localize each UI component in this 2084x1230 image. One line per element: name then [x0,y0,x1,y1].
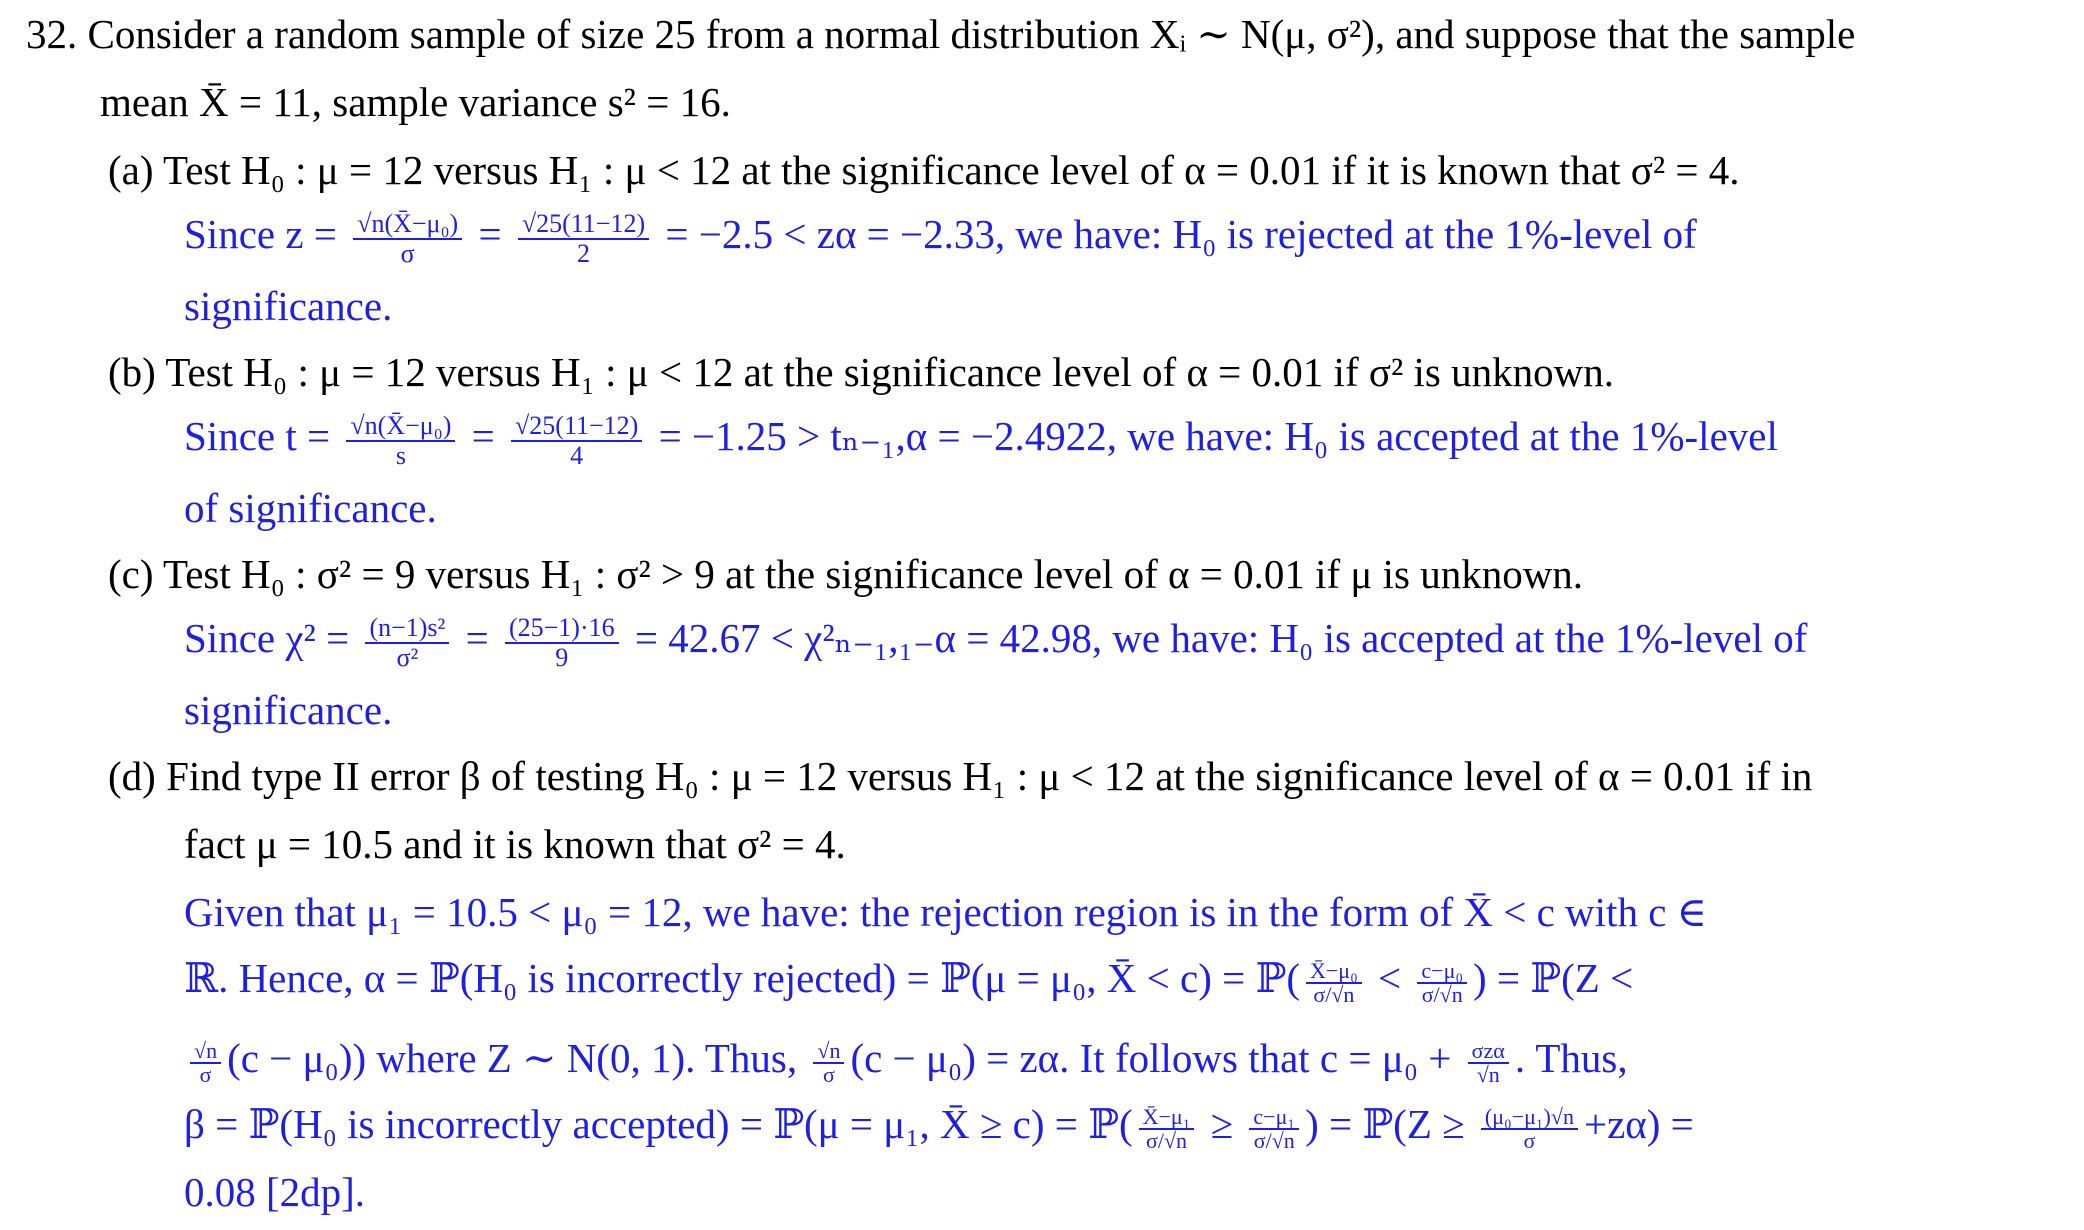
problem-intro: Consider a random sample of size 25 from a normal distribution Xᵢ ∼ N(μ, σ²), and suppose that the sample [87,11,1856,57]
part-b-solution [184,410,1778,470]
part-a-conclusion: = −2.5 < zα = −2.33, we have: H₀ is rejected at the 1%-level of [665,211,1697,257]
part-c-solution [184,612,1807,672]
part-d-solution-line-4: β = ℙ(H₀ is incorrectly accepted) = ℙ(μ = μ₁, X̄ ≥ c) = ℙ( $\frac{\text{X̄−μ₁}}{\sigma/√n}$ ≥ $\frac{\text{c−μ₁}}{\sigma/√n}$ ) = ℙ(Z ≥ $\frac{\text{(μ₀−μ₁)√n}}{\sigma}$ +zα) = [184,1101,1694,1153]
part-c-fraction-1: $\frac{\text{(n−1)s²}}{\text{σ²}}$ [365,614,449,672]
part-d-question-text: Find type II error β of testing H₀ : μ = 12 versus H₁ : μ < 12 at the significance level of α = 0.01 if in [166,753,1813,799]
problem-statement-line-2: mean X̄ = 11, sample variance s² = 16. [100,79,731,125]
part-b-since: Since t = [184,413,331,459]
part-c-question-text: Test H₀ : σ² = 9 versus H₁ : σ² > 9 at the significance level of α = 0.01 if μ is unknown. [163,551,1584,597]
part-d-solution-line-3: $\frac{√n}{\sigma}$ (c − μ₀)) where Z ∼ N(0, 1). Thus, $\frac{√n}{\sigma}$ (c − μ₀) = zα. It follows that c = μ₀ + $\frac{\text{σzα}}{√n}$ . Thus, [184,1032,1628,1086]
part-b-continuation: of significance. [184,485,437,531]
part-d-line4-fraction-3: $\frac{\text{(μ₀−μ₁)√n}}{\sigma}$ [1481,1106,1578,1152]
part-a-label: (a) [108,147,154,193]
part-d-line4-fraction-2: $\frac{\text{c−μ₁}}{\sigma/√n}$ [1249,1106,1299,1152]
part-d-line3-fraction-2: $\frac{√n}{\sigma}$ [813,1040,844,1086]
problem-statement-line-1 [26,8,1855,60]
part-a-question-text: Test H₀ : μ = 12 versus H₁ : μ < 12 at the significance level of α = 0.01 if it is known that σ² = 4. [163,147,1740,193]
part-d-line3-fraction-3: $\frac{\text{σzα}}{√n}$ [1468,1040,1509,1086]
part-a-fraction-2: $\frac{√25(11-12)}{2}$ [518,210,649,268]
part-b-equals: = [471,413,495,459]
part-a-fraction-1: $\frac{\text{√n(X̄−μ₀)}}{\sigma}$ [353,210,462,268]
part-c-continuation: significance. [184,687,393,733]
part-d-solution-line-1: Given that μ₁ = 10.5 < μ₀ = 12, we have: the rejection region is in the form of X̄ < c with c ∈ [184,889,1707,935]
part-d-solution-line-2: ℝ. Hence, α = ℙ(H₀ is incorrectly rejected) = ℙ(μ = μ₀, X̄ < c) = ℙ( $\frac{\text{X̄−μ₀}}{\sigma/√n}$ < $\frac{\text{c−μ₀}}{\sigma/√n}$ ) = ℙ(Z < [184,955,1634,1007]
part-b-label: (b) [108,349,156,395]
part-c-question [108,548,1583,600]
part-b-question [108,346,1614,398]
part-d-line2-fraction-1: $\frac{\text{X̄−μ₀}}{\sigma/√n}$ [1306,960,1362,1006]
part-d-line3-fraction-1: $\frac{√n}{\sigma}$ [190,1040,221,1086]
part-b-fraction-2: $\frac{√25(11-12)}{4}$ [511,412,642,470]
part-a-solution [184,208,1697,268]
part-d-answer: 0.08 [2dp]. [184,1169,366,1215]
part-c-label: (c) [108,551,154,597]
part-b-conclusion: = −1.25 > tₙ₋₁,α = −2.4922, we have: H₀ is accepted at the 1%-level [658,413,1778,459]
part-d-label: (d) [108,753,156,799]
problem-number: 32. [26,11,78,57]
part-c-equals: = [465,615,489,661]
part-c-fraction-2: $\frac{(25-1)\cdot 16}{9}$ [505,614,619,672]
part-d-question-line-1 [108,750,1812,802]
part-a-since: Since z = [184,211,337,257]
part-c-since: Since χ² = [184,615,350,661]
part-b-question-text: Test H₀ : μ = 12 versus H₁ : μ < 12 at the significance level of α = 0.01 if σ² is unknown. [165,349,1614,395]
part-b-fraction-1: $\frac{\text{√n(X̄−μ₀)}}{s}$ [346,412,455,470]
part-a-question [108,144,1740,196]
part-c-conclusion: = 42.67 < χ²ₙ₋₁,₁₋α = 42.98, we have: H₀ is accepted at the 1%-level of [634,615,1808,661]
part-a-equals: = [478,211,502,257]
part-d-question-line-2: fact μ = 10.5 and it is known that σ² = 4. [184,821,846,867]
part-a-continuation: significance. [184,283,393,329]
part-d-line4-fraction-1: $\frac{\text{X̄−μ₁}}{\sigma/√n}$ [1139,1106,1195,1152]
part-d-line2-fraction-2: $\frac{\text{c−μ₀}}{\sigma/√n}$ [1417,960,1467,1006]
